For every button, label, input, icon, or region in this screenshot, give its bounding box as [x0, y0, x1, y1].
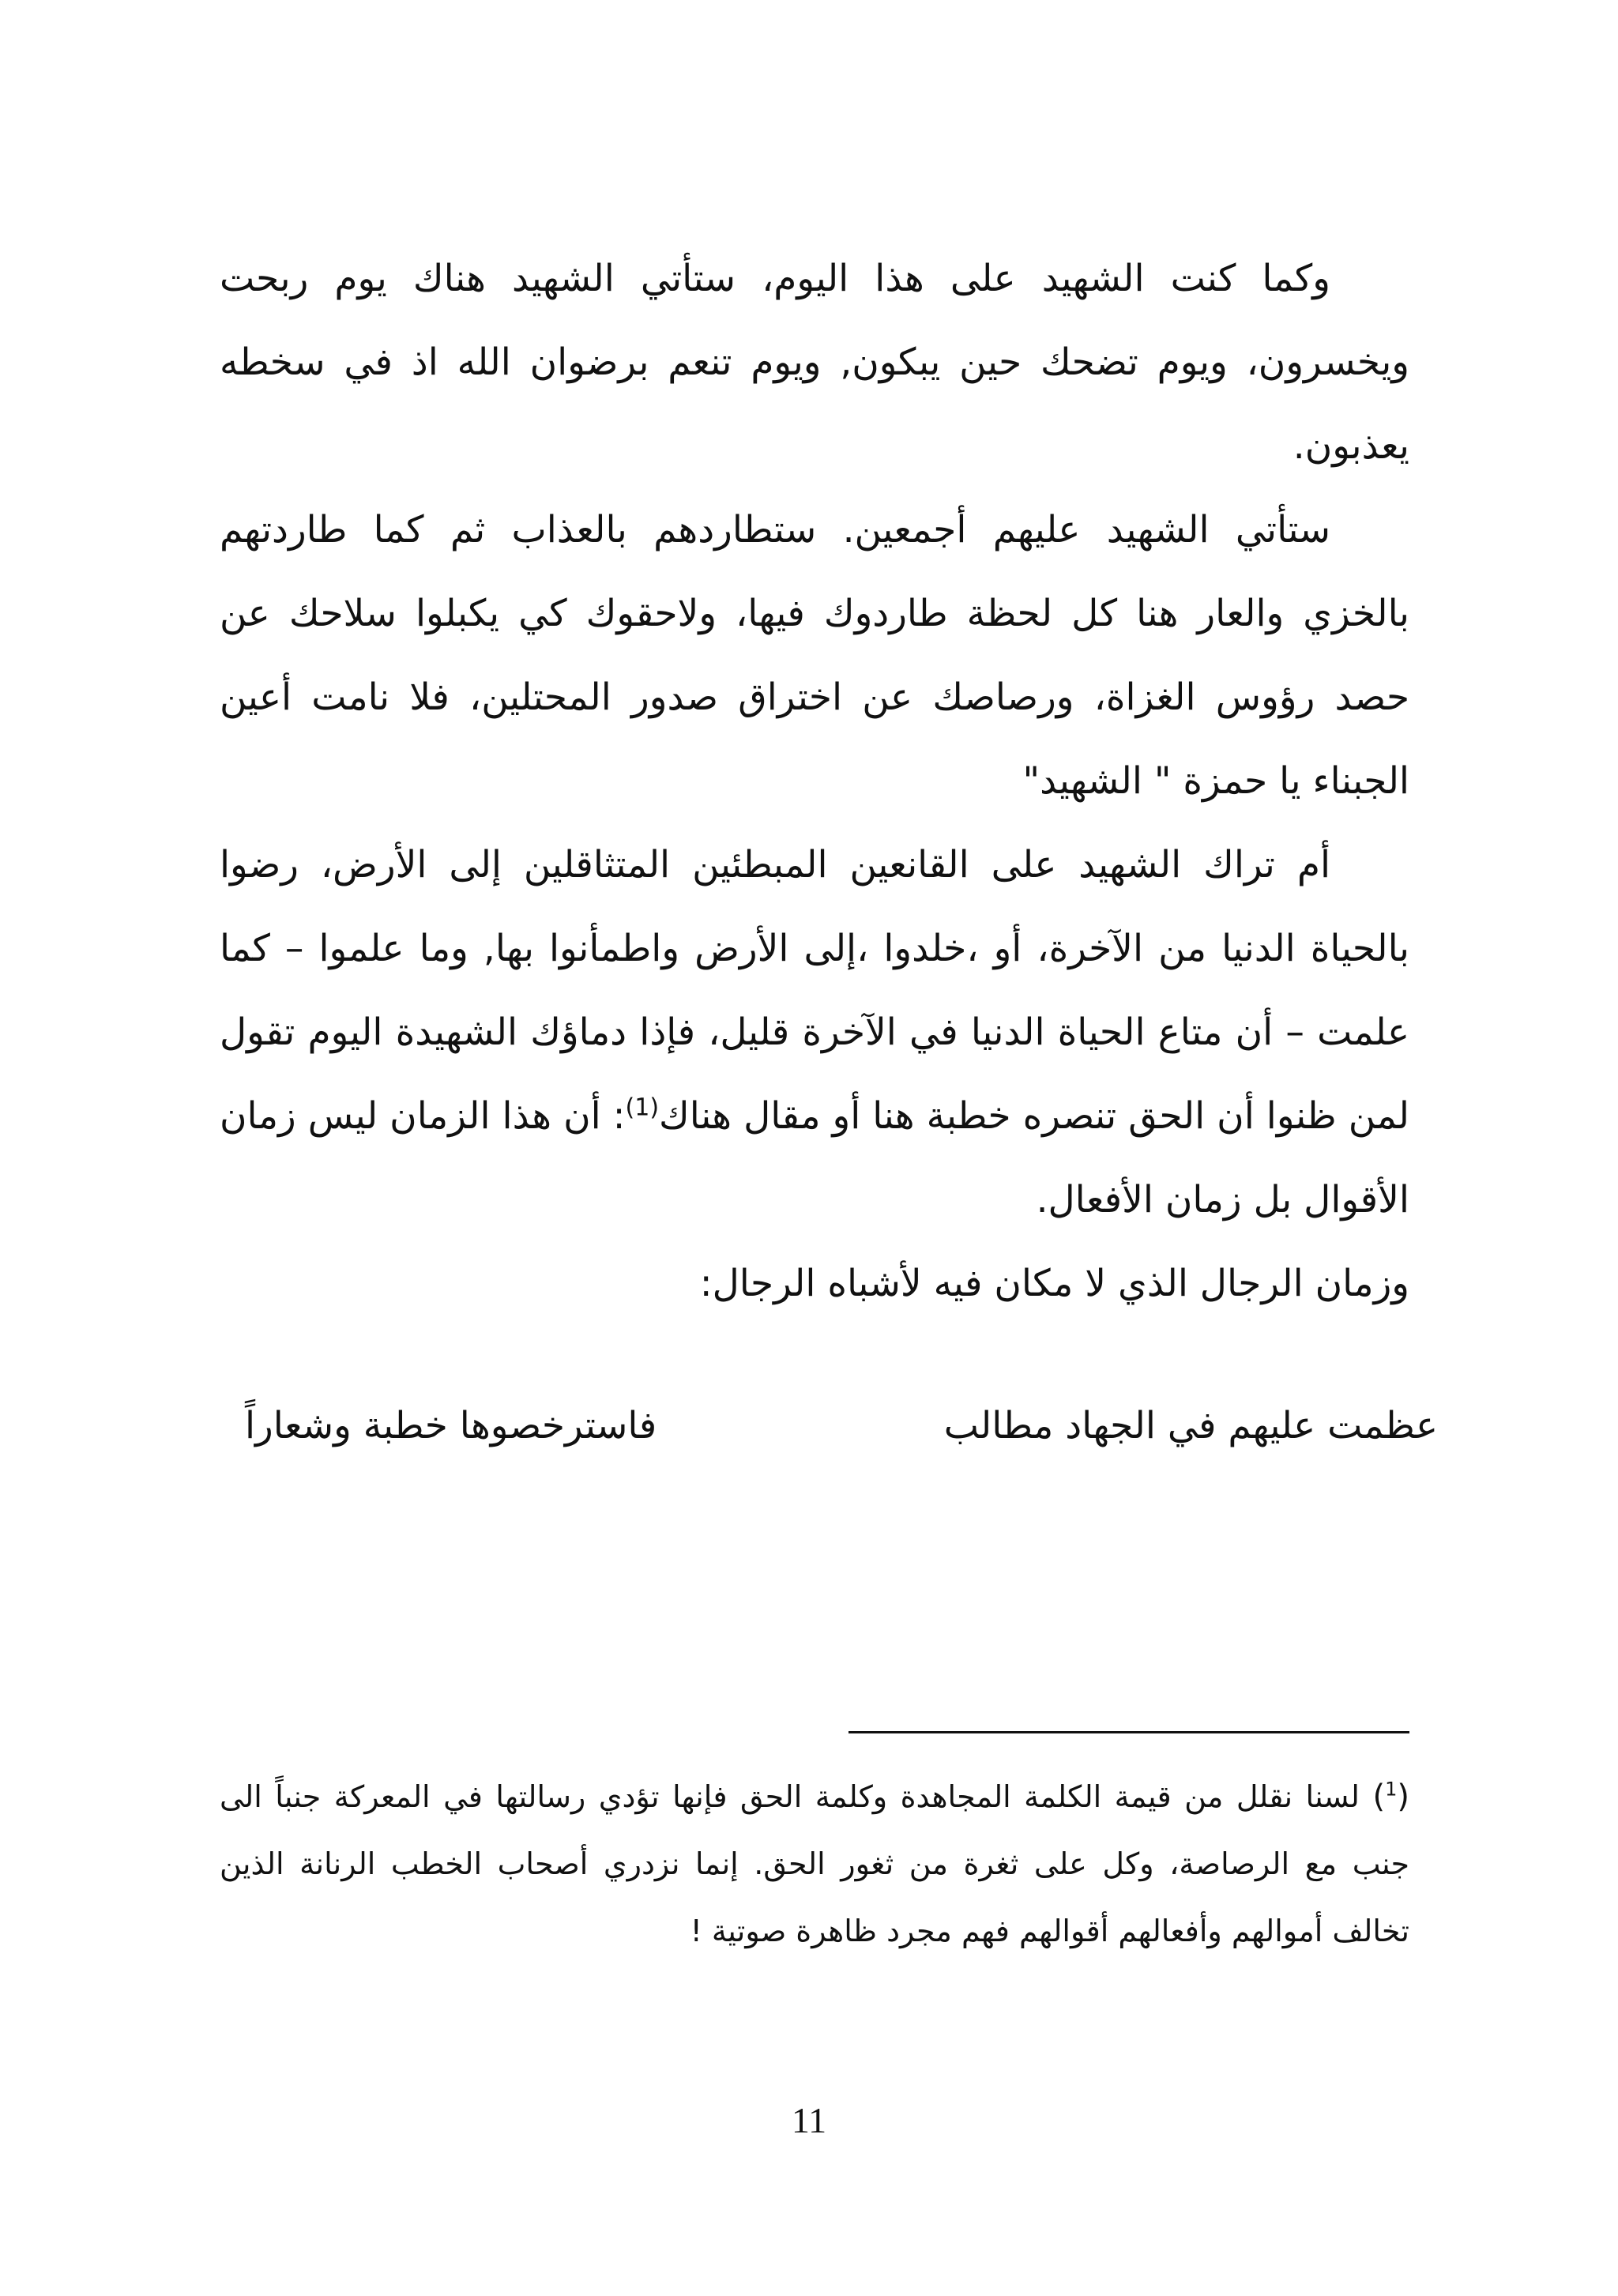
paragraph-2: ستأتي الشهيد عليهم أجمعين. ستطاردهم بالعذاب ثم كما طاردتهم بالخزي والعار هنا كل لحظة طاردوك فيها، ولاحقوك كي يكبلوا سلاحك عن حصد رؤوس الغزاة، ورصاصك عن اختراق صدور المحتلين، فلا نامت أعين الجبناء يا حمزة " الشهيد" [220, 508, 1409, 803]
paragraph-3 [220, 823, 1409, 1242]
paragraph-3-tail: : أن هذا الزمان ليس زمان الأقوال بل زمان الأفعال. [220, 1094, 1409, 1221]
footnote-reference: (1) [625, 1093, 660, 1122]
paragraph-3-text: أم تراك الشهيد على القانعين المبطئين المتثاقلين إلى الأرض، رضوا بالحياة الدنيا من الآخرة، أو ،خلدوا ،إلى الأرض واطمأنوا بها, وما علموا – كما علمت – أن متاع الحياة الدنيا في الآخرة قليل، فإذا دماؤك الشهيدة اليوم تقول لمن ظنوا أن الحق تنصره خطبة هنا أو مقال هناك [220, 843, 1409, 1138]
paragraph-1: وكما كنت الشهيد على هذا اليوم، ستأتي الشهيد هناك يوم ربحت ويخسرون، ويوم تضحك حين يبكون, ويوم تنعم برضوان الله اذ في سخطه يعذبون. [220, 257, 1409, 468]
verse-first-hemistich: عظمت عليهم في الجهاد مطالب [943, 1404, 1438, 1447]
footnote [220, 1763, 1409, 1965]
footnote-separator [849, 1731, 1409, 1733]
verse-second-hemistich: فاسترخصوها خطبة وشعاراً [245, 1404, 657, 1447]
main-text-block [220, 237, 1409, 1326]
footnote-text: لسنا نقلل من قيمة الكلمة المجاهدة وكلمة الحق فإنها تؤدي رسالتها في المعركة جنباً الى جنب مع الرصاصة، وكل على ثغرة من ثغور الحق. إنما نزدري أصحاب الخطب الرنانة الذين تخالف أموالهم وأفعالهم أقوالهم فهم مجرد ظاهرة صوتية ! [220, 1779, 1409, 1948]
poetry-verse [213, 1384, 1438, 1468]
footnote-marker-number: 1 [1385, 1778, 1398, 1801]
page-number: 11 [791, 2100, 827, 2140]
closing-line: وزمان الرجال الذي لا مكان فيه لأشباه الرجال: [699, 1262, 1409, 1305]
footnote-marker: ($^1$) [1372, 1778, 1409, 1815]
